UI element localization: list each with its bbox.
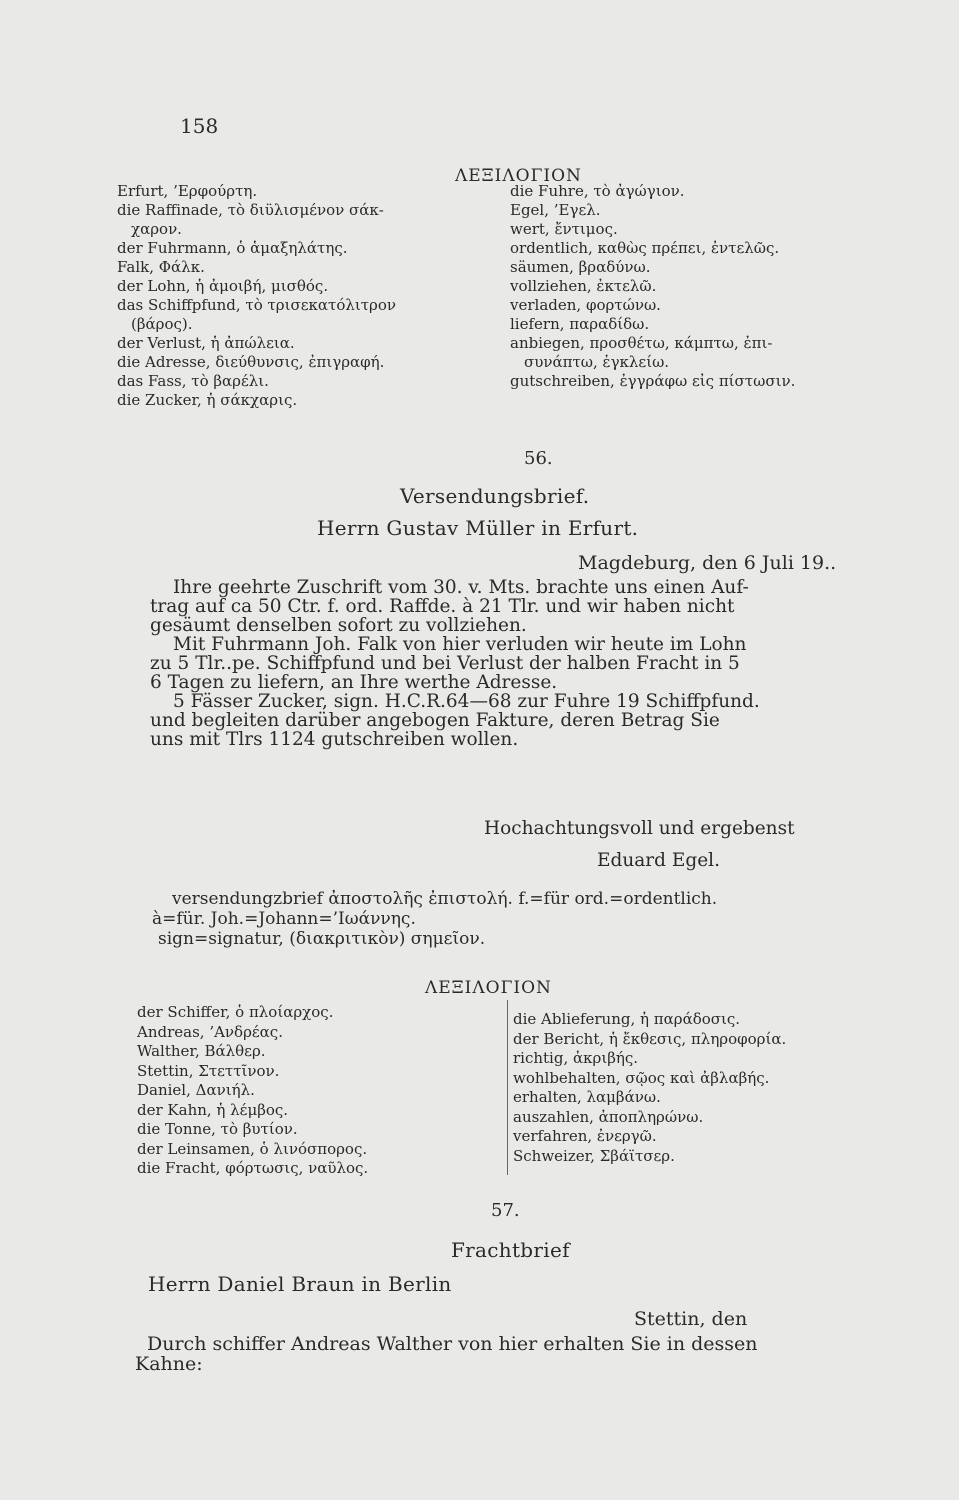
- note-line: à=für. Joh.=Johann=’Ιωάννης.: [152, 909, 416, 929]
- letter-title: Versendungsbrief.: [400, 484, 590, 508]
- vocab-entry: Egel, ’Εγελ.: [510, 201, 601, 219]
- letter-number: 57.: [491, 1200, 520, 1221]
- vocab-entry: συνάπτω, ἐγκλείω.: [524, 353, 670, 371]
- vocab-entry: vollziehen, ἐκτελῶ.: [510, 277, 657, 295]
- letter-line: uns mit Tlrs 1124 gutschreiben wollen.: [150, 729, 519, 750]
- letter-signature: Eduard Egel.: [597, 850, 720, 871]
- letter-dateline: Stettin, den: [634, 1308, 748, 1330]
- vocab-entry: säumen, βραδύνω.: [510, 258, 651, 276]
- vocab-list-left: [117, 182, 396, 410]
- vocab-entry: der Verlust, ἡ ἀπώλεια.: [117, 334, 295, 352]
- vocab-entry: der Bericht, ἡ ἔκθεσις, πληροφορία.: [513, 1029, 787, 1048]
- letter-line: gesäumt denselben sofort zu vollziehen.: [150, 615, 527, 636]
- letter-title: Frachtbrief: [451, 1238, 570, 1262]
- vocab-entry: wert, ἔντιμος.: [510, 220, 618, 238]
- letter-number: 56.: [524, 448, 553, 469]
- vocab-entry: Falk, Φάλκ.: [117, 258, 205, 276]
- vocab-entry: wohlbehalten, σῷος καὶ ἀβλαβής.: [513, 1068, 770, 1087]
- vocab-entry: ordentlich, καθὼς πρέπει, ἐντελῶς.: [510, 239, 780, 257]
- note-line: versendungzbrief ἀποστολῆς ἐπιστολή. f.=für ord.=ordentlich.: [172, 889, 718, 909]
- lexicon-heading: ΛΕΞΙΛΟΓΙΟΝ: [425, 978, 552, 998]
- vocab-entry: die Adresse, διεύθυνσις, ἐπιγραφή.: [117, 353, 385, 371]
- vocab-entry: verfahren, ἐνεργῶ.: [513, 1127, 657, 1145]
- lexicon-heading: ΛΕΞΙΛΟΓΙΟΝ: [455, 166, 582, 186]
- abbreviation-notes: [152, 889, 717, 949]
- vocab-list-left: [137, 1003, 368, 1179]
- letter-line: Ihre geehrte Zuschrift vom 30. v. Mts. brachte uns einen Auf-: [173, 577, 749, 598]
- vocab-entry: Schweizer, Σβάϊτσερ.: [513, 1146, 675, 1165]
- vocab-entry: die Zucker, ἡ σάκχαρις.: [117, 391, 298, 409]
- vocab-entry: der Fuhrmann, ὁ ἁμαξηλάτης.: [117, 239, 348, 257]
- letter-dateline: Magdeburg, den 6 Juli 19..: [578, 552, 837, 574]
- vocab-entry: Daniel, Δανιήλ.: [137, 1081, 255, 1099]
- vocab-entry: das Schiffpfund, τὸ τρισεκατόλιτρον: [117, 296, 397, 314]
- letter-address: Herrn Daniel Braun in Berlin: [148, 1272, 452, 1296]
- vocab-entry: der Schiffer, ὁ πλοίαρχος.: [137, 1003, 334, 1021]
- letter-line: 6 Tagen zu liefern, an Ihre werthe Adresse.: [150, 672, 558, 693]
- vocab-entry: liefern, παραδίδω.: [510, 315, 650, 333]
- vocab-entry: der Lohn, ἡ ἀμοιβή, μισθός.: [117, 277, 329, 295]
- letter-line: Kahne:: [135, 1353, 203, 1375]
- vocab-entry: der Kahn, ἡ λέμβος.: [137, 1100, 289, 1119]
- vocab-entry: gutschreiben, ἐγγράφω εἰς πίστωσιν.: [510, 372, 796, 390]
- vocab-entry: (βάρος).: [131, 315, 193, 333]
- page-number: 158: [180, 114, 219, 138]
- vocab-entry: die Tonne, τὸ βυτίον.: [137, 1120, 298, 1138]
- vocab-list-right: [513, 1010, 786, 1166]
- vocab-entry: Erfurt, ’Ερφούρτη.: [117, 182, 258, 200]
- letter-body: [135, 1334, 758, 1374]
- vocab-entry: die Fracht, φόρτωσις, ναῦλος.: [137, 1159, 369, 1177]
- letter-closing: Hochachtungsvoll und ergebenst: [484, 818, 795, 839]
- vocab-entry: die Raffinade, τὸ διϋλισμένον σάκ-: [117, 201, 384, 219]
- vocab-list-right: [510, 182, 795, 391]
- vocab-entry: das Fass, τὸ βαρέλι.: [117, 372, 269, 390]
- letter-body: [150, 578, 885, 749]
- letter-line: 5 Fässer Zucker, sign. H.C.R.64—68 zur Fuhre 19 Schiffpfund.: [173, 691, 760, 712]
- vocab-entry: die Ablieferung, ἡ παράδοσις.: [513, 1010, 741, 1028]
- vocab-entry: verladen, φορτώνω.: [510, 296, 661, 314]
- vocab-entry: erhalten, λαμβάνω.: [513, 1088, 661, 1106]
- vocab-entry: Andreas, ’Ανδρέας.: [137, 1022, 283, 1041]
- letter-line: Durch schiffer Andreas Walther von hier erhalten Sie in dessen: [147, 1333, 758, 1355]
- vocab-entry: der Leinsamen, ὁ λινόσπορος.: [137, 1139, 368, 1158]
- letter-address: Herrn Gustav Müller in Erfurt.: [317, 516, 639, 540]
- vocab-entry: anbiegen, προσθέτω, κάμπτω, ἐπι-: [510, 334, 773, 352]
- vocab-entry: χαρον.: [131, 220, 182, 238]
- letter-line: trag auf ca 50 Ctr. f. ord. Raffde. à 21 Tlr. und wir haben nicht: [150, 596, 735, 617]
- vocab-entry: auszahlen, ἀποπληρώνω.: [513, 1107, 704, 1126]
- vocab-entry: Stettin, Στεττῖνον.: [137, 1061, 280, 1080]
- note-line: sign=signatur, (διακριτικὸν) σημεῖον.: [158, 929, 486, 949]
- letter-line: zu 5 Tlr..pe. Schiffpfund und bei Verlust der halben Fracht in 5: [150, 653, 740, 674]
- vocab-entry: richtig, ἀκριβής.: [513, 1049, 639, 1067]
- letter-line: Mit Fuhrmann Joh. Falk von hier verluden wir heute im Lohn: [173, 634, 747, 655]
- vocab-entry: die Fuhre, τὸ ἀγώγιον.: [510, 182, 685, 200]
- letter-line: und begleiten darüber angebogen Fakture, deren Betrag Sie: [150, 710, 720, 731]
- vocab-entry: Walther, Βάλθερ.: [137, 1042, 266, 1060]
- column-divider: [507, 1000, 508, 1175]
